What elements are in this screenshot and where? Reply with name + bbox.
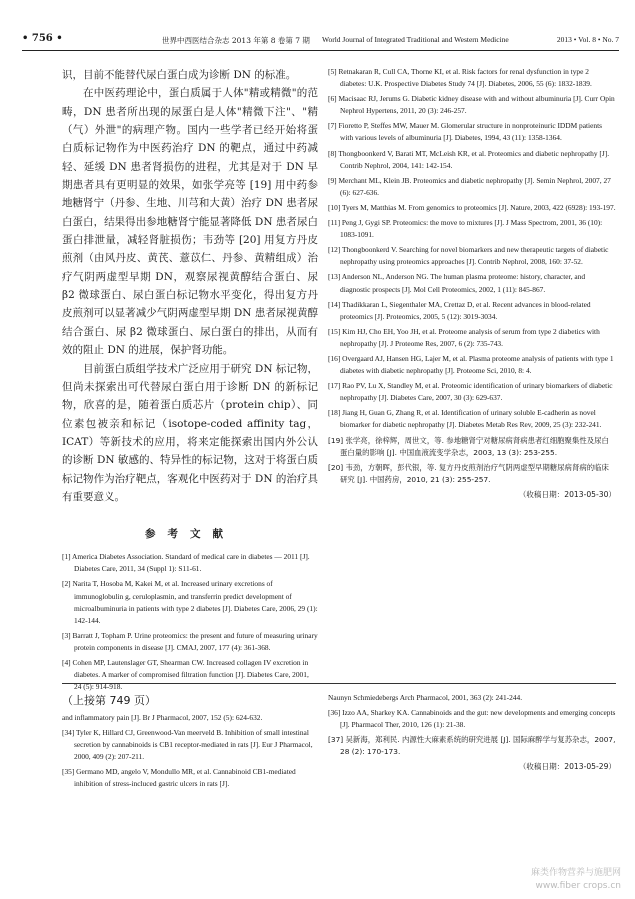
reference-item: [1] America Diabetes Association. Standard of medical care in diabetes — 2011 [J]. Diabetes Care, 2011, 34 (Suppl 1): S11-61. — [62, 552, 310, 574]
reference-item: [6] Macisaac RJ, Jerums G. Diabetic kidney disease with and without albuminuria [J]. Curr Opin Nephrol Hypertens, 2011, 20 (3): 246-257. — [328, 94, 615, 116]
reference-item: [15] Kim HJ, Cho EH, Yoo JH, et al. Proteome analysis of serum from type 2 diabetics with nephropathy [J]. J Proteome Res, 2007, 6 (2): 735-743. — [328, 326, 600, 348]
continuation-refs-right — [328, 692, 616, 758]
reference-item: [5] Retnakaran R, Cull CA, Thorne KI, et al. Risk factors for renal dysfunction in type 2 diabetes: U.K. Prospective Diabetes Study 74 [J]. Diabetes, 2006, 55 (6): 1832-1839. — [328, 67, 592, 89]
watermark-line-1: 麻类作物营养与施肥网 — [530, 868, 621, 878]
reference-item: [18] Jiang H, Guan G, Zhang R, et al. Identification of urinary soluble E-cadherin as novel biomarker for diabetic nephropathy [J]. Diabetes Metab Res Rev, 2009, 25 (3): 232-241. — [328, 408, 602, 430]
reference-item: [12] Thongboonkerd V. Searching for novel biomarkers and new therapeutic targets of diabetic nephropathy using proteomics approaches [J]. Contrib Nephrol, 2008, 160: 37-52. — [328, 245, 609, 267]
reference-item: [11] Peng J, Gygi SP. Proteomics: the move to mixtures [J]. J Mass Spectrom, 2001, 36 (10): 1083-1091. — [328, 218, 603, 240]
reference-item: Naunyn Schmiedebergs Arch Pharmacol, 2001, 363 (2): 241-244. — [328, 693, 523, 702]
body-paragraph-3: 目前蛋白质组学技术广泛应用于研究 DN 标记物，但尚未探索出可代替尿白蛋白用于诊断 DN 的新标记物，欣喜的是，随着蛋白质芯片（protein chip）、同位素包被亲和标记（isotope-coded affinity tag，ICAT）等新技术的应用，将来定能探索出国内外公认的诊断 DN 敏感的、特异性的标记物，这对于将蛋白质标记物作为治疗靶点，客观化中医药对于 DN 的治疗具有重要意义。 — [62, 362, 318, 503]
running-header — [22, 32, 619, 48]
volume-info: 2013 • Vol. 8 • No. 7 — [556, 35, 619, 44]
journal-title-en: World Journal of Integrated Traditional and Western Medicine — [322, 35, 509, 44]
left-column — [62, 66, 318, 696]
reference-item: [3] Barratt J, Topham P. Urine proteomics: the present and future of measuring urinary protein components in disease [J]. CMAJ, 2007, 177 (4): 361-368. — [62, 630, 318, 652]
reference-item: [17] Rao PV, Lu X, Standley M, et al. Proteomic identification of urinary biomarkers of diabetic nephropathy [J]. Diabetes Care, 2007, 30 (3): 629-637. — [328, 381, 613, 403]
references-list-left — [62, 551, 318, 693]
continuation-heading: （上接第 749 页） — [62, 694, 156, 707]
reference-item: [8] Thongboonkerd V, Barati MT, McLeish KR, et al. Proteomics and diabetic nephropathy [J]. Contrib Nephrol, 2004, 141: 142-154. — [328, 148, 610, 170]
watermark-line-2: www.fiber crops.cn — [535, 881, 621, 891]
continuation-received-date: （收稿日期：2013-05-29） — [518, 762, 616, 772]
journal-title-cn: 世界中西医结合杂志 2013 年第 8 卷第 7 期 — [162, 36, 310, 45]
reference-item: [2] Narita T, Hosoba M, Kakei M, et al. Increased urinary excretions of immunoglobulin g, ceruloplasmin, and transferrin predict development of microalbuminuria in patients with type 2 diabetes [J]. Diabetes Care, 2006, 29 (1): 142-144. — [62, 579, 318, 625]
reference-item: [9] Merchant ML, Klein JB. Proteomics and diabetic nephropathy [J]. Semin Nephrol, 2007, 27 (6): 627-636. — [328, 175, 611, 197]
page-number: • 756 • — [22, 33, 63, 44]
reference-item: [10] Tyers M, Matthias M. From genomics to proteomics [J]. Nature, 2003, 422 (6928): 193-197. — [328, 202, 616, 212]
received-date: （收稿日期：2013-05-30） — [518, 489, 616, 499]
continuation-left — [62, 692, 318, 794]
reference-item: [7] Fioretto P, Steffes MW, Mauer M. Glomerular structure in nonproteinuric IDDM patients with various levels of albuminuria [J]. Diabetes, 1994, 43 (11): 1358-1364. — [328, 121, 603, 143]
reference-item: and inflammatory pain [J]. Br J Pharmacol, 2007, 152 (5): 624-632. — [62, 713, 263, 722]
reference-item: [14] Thadikkaran L, Siegenthaler MA, Crettaz D, et al. Recent advances in blood-related proteomics [J]. Proteomics, 2005, 5 (12): 3019-3034. — [328, 299, 591, 321]
body-paragraph-1: 识，目前不能替代尿白蛋白成为诊断 DN 的标准。 — [62, 69, 297, 81]
reference-item: [35] Germano MD, angelo V, Mondullo MR, et al. Cannabinoid CB1-mediated inhibition of stress-incluced gastric ulcers in rats [J]. — [62, 767, 296, 789]
section-separator — [62, 683, 616, 684]
reference-item: [16] Overgaard AJ, Hansen HG, Lajer M, et al. Plasma proteome analysis of patients with type 1 diabetes with diabetic nephropathy [J]. Proteome Sci, 2010, 8: 4. — [328, 353, 614, 376]
reference-item: [4] Cohen MP, Lautenslager GT, Shearman CW. Increased collagen IV excretion in diabetes. A marker of compromised filtration function [J]. Diabetes Care, 2001, 24 (5): 914-918. — [62, 658, 309, 692]
references-title: 参考文献 — [145, 528, 235, 541]
references-list-right — [328, 66, 616, 486]
header-rule — [22, 50, 619, 51]
continuation-right — [328, 692, 616, 772]
reference-item: [20] 韦劲，方朝晖，彭代银，等. 复方丹皮煎剂治疗气阴两虚型早期糖尿病肾病的临床研究 [J]. 中国药房，2010, 21 (3): 255-257. — [328, 462, 609, 484]
reference-item: [34] Tyler K, Hillard CJ, Greenwood-Van meerveld B. Inhibition of small intestinal secretion by cannabinoids is CB1 receptor-mediated in rats [J]. Eur J Pharmacol, 2000, 409 (2): 207-211. — [62, 728, 313, 762]
watermark — [531, 867, 621, 893]
reference-item: [36] Izzo AA, Sharkey KA. Cannabinoids and the gut: new developments and emerging concepts [J]. Pharmacol Ther, 2010, 126 (1): 21-38. — [328, 708, 616, 730]
continuation-refs-left — [62, 712, 318, 791]
reference-item: [37] 吴新海，郑利民. 内源性大麻素系统的研究进展 [J]. 国际麻醉学与复苏杂志，2007, 28 (2): 170-173. — [328, 735, 616, 757]
right-column — [328, 66, 616, 500]
body-paragraph-2: 在中医药理论中，蛋白质属于人体"精或精微"的范畴，DN 患者所出现的尿蛋白是人体"精微下注"、"精（气）外泄"的病理产物。国内一些学者已经开始将蛋白质标记物作为中医药治疗 DN 的靶点，通过中药减轻、延缓 DN 患者肾损伤的进程，尤其是对于 DN 早期患者具有更明显的效果，如张学亮等 [19] 用中药参地糖肾宁（丹参、生地、川芎和大黄）治疗 DN 患者尿白蛋白，结果得出参地糖肾宁能显著降低 DN 患者尿白蛋白排泄量，减轻肾脏损伤；韦劲等 [20] 用复方丹皮煎剂（由风丹皮、黄芪、薏苡仁、丹参、黄精组成）治疗气阴两虚型早期 DN，观察尿视黄醇结合蛋白、尿 β2 微球蛋白、尿白蛋白标记物水平变化，得出复方丹皮煎剂可以显著减少气阴两虚型早期 DN 患者尿视黄醇结合蛋白、尿 β2 微球蛋白、尿白蛋白的排出，从而有效的阻止 DN 的进展，保护肾功能。 — [62, 87, 318, 357]
reference-item: [19] 张学亮，徐梓辉，周世文，等. 参地糖肾宁对糖尿病肾病患者红细胞聚集性及尿白蛋白量的影响 [J]. 中国血液流变学杂志，2003, 13 (3): 253-255. — [328, 435, 609, 457]
reference-item: [13] Anderson NL, Anderson NG. The human plasma proteome: history, character, and diagnostic prospects [J]. Mol Cell Proteomics, 2002, 1 (11): 845-867. — [328, 272, 586, 294]
